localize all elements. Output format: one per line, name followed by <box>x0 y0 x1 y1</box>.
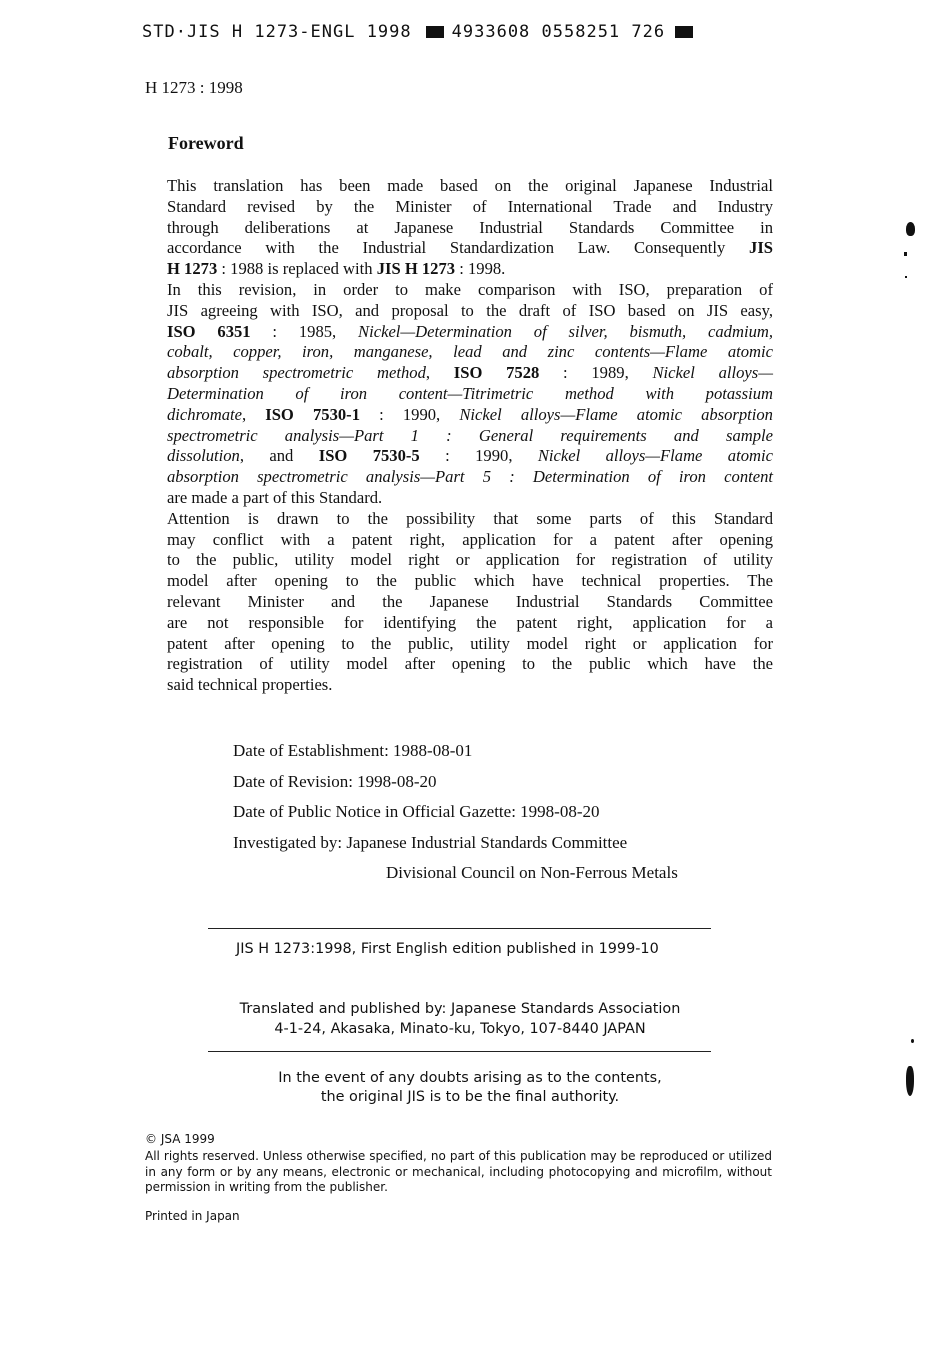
text-line: cobalt, copper, iron, manganese, lead and zinc contents—Flame atomic <box>167 342 773 362</box>
text-line: through deliberations at Japanese Industrial Standards Committee in <box>167 217 773 237</box>
date-gazette: Date of Public Notice in Official Gazette: 1998-08-20 <box>233 802 600 821</box>
text-line: spectrometric analysis—Part 1 : General requirements and sample <box>167 425 773 445</box>
publisher-block <box>225 999 695 1039</box>
foreword-paragraph-1 <box>167 176 773 280</box>
text-line: accordance with the Industrial Standardization Law. Consequently JIS <box>167 238 773 258</box>
iso-reference: ISO 7530-5 <box>318 446 420 466</box>
dates-block <box>233 736 678 889</box>
iso-reference: ISO 7530-1 <box>265 404 360 424</box>
translated-by: Translated and published by: Japanese Standards Association <box>239 1001 681 1017</box>
stamp-block-mark <box>426 26 444 38</box>
authority-notice <box>260 1069 680 1107</box>
text-line: This translation has been made based on the original Japanese Industrial <box>167 176 773 195</box>
foreword-paragraph-2 <box>167 280 773 509</box>
text-line: said technical properties. <box>167 675 333 695</box>
text-line: may conflict with a patent right, application for a patent after opening <box>167 529 773 549</box>
text-line: Standard revised by the Minister of International Trade and Industry <box>167 196 773 216</box>
foreword-heading: Foreword <box>168 133 244 153</box>
text-line: absorption spectrometric method, ISO 7528 : 1989, Nickel alloys— <box>167 363 773 383</box>
date-revision: Date of Revision: 1998-08-20 <box>233 771 437 791</box>
text-line: H 1273 : 1988 is replaced with JIS H 1273 : 1998. <box>167 259 506 279</box>
divider-top <box>208 928 711 929</box>
text-line: ISO 6351 : 1985, Nickel—Determination of silver, bismuth, cadmium, <box>167 321 773 341</box>
text-line: are not responsible for identifying the patent right, application for a <box>167 612 773 632</box>
scan-mark <box>906 1066 914 1096</box>
document-stamp <box>142 22 693 42</box>
rights-notice: All rights reserved. Unless otherwise specified, no part of this publication may be reproduced or utilized in any form or by any means, electronic or mechanical, including photocopying and microfilm, without permission in writing from the publisher. <box>145 1149 772 1195</box>
date-establishment: Date of Establishment: 1988-08-01 <box>233 741 473 760</box>
text-line: patent after opening to the public, utility model right or application for <box>167 633 773 653</box>
copyright: © JSA 1999 <box>145 1132 215 1146</box>
foreword-body <box>167 176 773 696</box>
iso-reference: ISO 7528 <box>453 363 540 383</box>
text-line: Attention is drawn to the possibility that some parts of this Standard <box>167 508 773 528</box>
text-line: dichromate, ISO 7530-1 : 1990, Nickel alloys—Flame atomic absorption <box>167 404 773 424</box>
text-line: In this revision, in order to make comparison with ISO, preparation of <box>167 279 773 299</box>
authority-notice-line: the original JIS is to be the final authority. <box>320 1089 620 1105</box>
stamp-serial: 4933608 0558251 726 <box>451 22 666 42</box>
foreword-paragraph-3 <box>167 509 773 696</box>
divider-bottom <box>208 1051 711 1052</box>
scan-mark <box>904 252 907 256</box>
publisher-address: 4-1-24, Akasaka, Minato-ku, Tokyo, 107-8440 JAPAN <box>274 1021 646 1037</box>
text-line: model after opening to the public which have technical properties. The <box>167 571 773 591</box>
scan-mark <box>911 1039 914 1043</box>
printed-in: Printed in Japan <box>145 1209 240 1223</box>
scan-mark <box>905 276 907 278</box>
text-line: are made a part of this Standard. <box>167 487 383 507</box>
text-line: JIS agreeing with ISO, and proposal to the draft of ISO based on JIS easy, <box>167 300 773 320</box>
edition-line: JIS H 1273:1998, First English edition published in 1999-10 <box>236 941 659 957</box>
iso-reference: ISO 6351 <box>167 321 251 341</box>
text-line: absorption spectrometric analysis—Part 5 : Determination of iron content <box>167 467 773 487</box>
authority-notice-line: In the event of any doubts arising as to the contents, <box>278 1070 662 1086</box>
text-line: dissolution, and ISO 7530-5 : 1990, Nickel alloys—Flame atomic <box>167 446 773 466</box>
text-line: Determination of iron content—Titrimetric method with potassium <box>167 383 773 403</box>
investigated-by-council: Divisional Council on Non-Ferrous Metals <box>386 863 678 882</box>
scan-mark <box>906 222 915 236</box>
text-line: relevant Minister and the Japanese Industrial Standards Committee <box>167 591 773 611</box>
stamp-standard-id: STD·JIS H 1273-ENGL 1998 <box>142 22 412 42</box>
text-line: registration of utility model after opening to the public which have the <box>167 654 773 674</box>
text-line: to the public, utility model right or application for registration of utility <box>167 550 773 570</box>
document-number: H 1273 : 1998 <box>145 78 243 97</box>
investigated-by: Investigated by: Japanese Industrial Standards Committee <box>233 832 628 852</box>
stamp-block-mark <box>675 26 693 38</box>
